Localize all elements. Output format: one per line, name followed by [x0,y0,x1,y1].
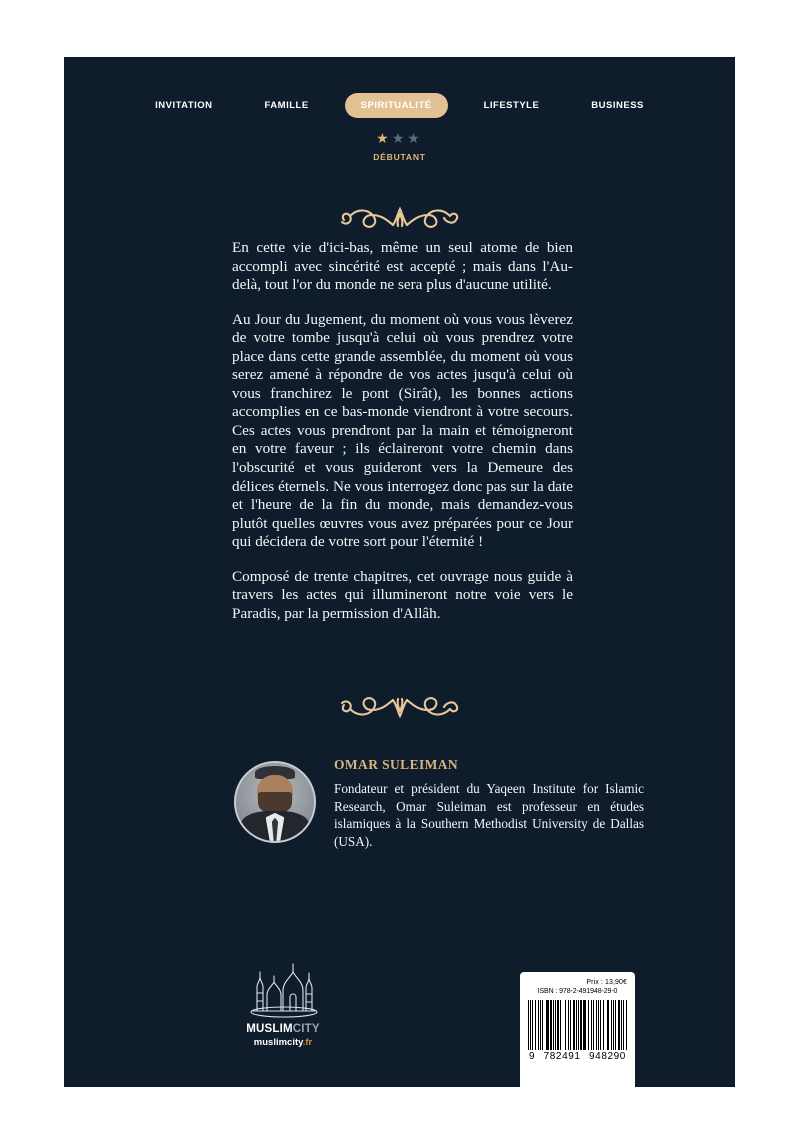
category-nav [64,93,735,118]
star-rating [64,131,735,145]
isbn-barcode-card [520,972,635,1087]
flourish-ornament-bottom [64,690,735,720]
author-block [234,757,644,850]
barcode-digit-group-3: 948290 [589,1051,626,1062]
barcode-digit-group-2: 782491 [543,1051,581,1062]
nav-item-spiritualite[interactable]: SPIRITUALITÉ [345,93,448,118]
price-label: Prix : 13,90€ [586,979,627,986]
author-bio: Fondateur et président du Yaqeen Institute for Islamic Research, Omar Suleiman est professeur en études islamiques à la Southern Methodist University de Dallas (USA). [334,781,644,849]
barcode-bars [528,1000,627,1050]
mosque-skyline-icon [237,957,329,1019]
author-name: OMAR SULEIMAN [334,757,459,772]
blurb-text [232,239,573,623]
nav-item-business[interactable]: BUSINESS [591,100,644,111]
level-label: DÉBUTANT [373,152,426,162]
star-icon-empty: ★ [391,130,408,146]
flourish-ornament-top [64,205,735,235]
isbn-label: ISBN : 978-2-491948-29-0 [537,988,618,995]
publisher-name [237,1023,329,1035]
publisher-url-tld: .fr [302,1037,313,1048]
star-icon-filled: ★ [376,130,392,146]
blurb-paragraph-3: Composé de trente chapitres, cet ouvrage nous guide à travers les actes qui illumineront notre voie vers le Paradis, par la permission d'Allâh. [232,567,573,622]
author-avatar [234,761,316,843]
blurb-paragraph-2: Au Jour du Jugement, du moment où vous vous lèverez de votre tombe jusqu'à celui où vous prendrez votre place dans cette grande assemblée, du moment où vous serez amené à répondre de vos actes jusqu'à celui où vous franchirez le pont (Sirât), les bonnes actions accomplies en ce bas-monde viendront à votre secours. Ces actes vous prendront par la main et témoigneront en votre faveur ; ils éclaireront votre chemin dans l'obscurité et vous guideront vers la Demeure des délices éternels. Ne vous interrogez donc pas sur la date et l'heure de la fin du monde, mais demandez-vous plutôt quelles œuvres vous avez préparées pour ce Jour qui décidera de votre sort pour l'éternité ! [232,310,573,551]
publisher-name-part2: CITY [292,1023,320,1035]
author-details [334,757,644,850]
nav-item-lifestyle[interactable]: LIFESTYLE [483,100,540,111]
publisher-logo [237,957,329,1048]
star-icon-empty: ★ [407,130,423,146]
publisher-name-part1: MUSLIM [246,1023,293,1035]
publisher-url-part1: muslimcity [253,1037,303,1048]
publisher-url[interactable] [237,1037,329,1048]
barcode-digit-group-1: 9 [529,1051,536,1062]
blurb-paragraph-1: En cette vie d'ici-bas, même un seul atome de bien accompli avec sincérité est accepté ; mais dans l'Au-delà, tout l'or du monde ne sera plus d'aucune utilité. [232,239,573,294]
nav-item-invitation[interactable]: INVITATION [155,100,213,111]
book-back-cover [64,57,735,1087]
difficulty-level [64,131,735,162]
barcode-digits [528,1051,627,1062]
nav-item-famille[interactable]: FAMILLE [264,100,309,111]
